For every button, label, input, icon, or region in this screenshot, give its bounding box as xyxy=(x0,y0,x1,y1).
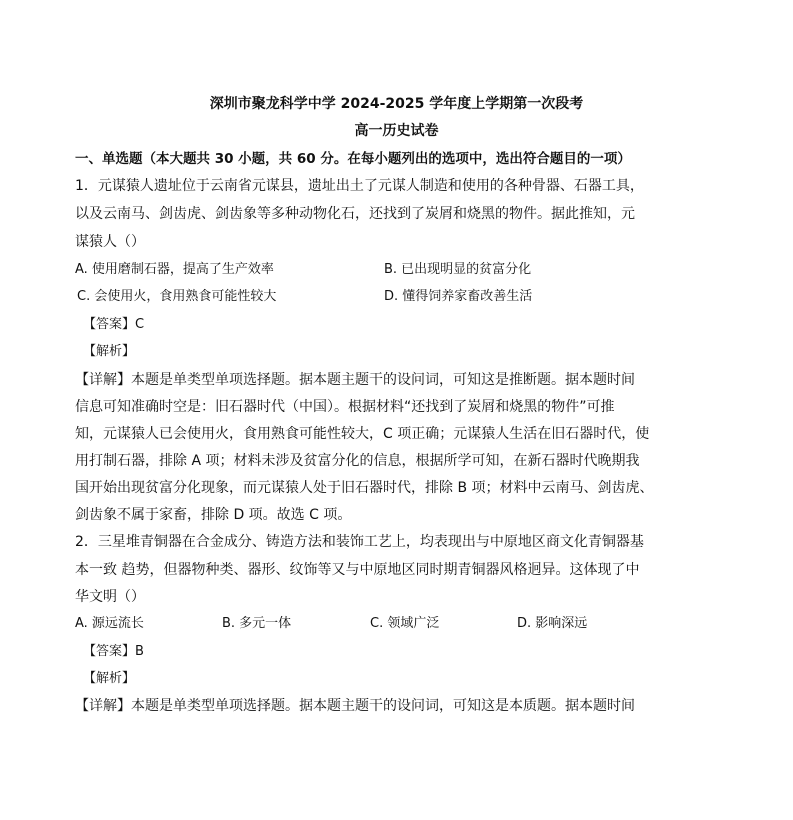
question-2-option-c: C. 领域广泛 xyxy=(370,616,440,631)
question-1-detail-line-2: 信息可知准确时空是：旧石器时代（中国）。根据材料“还找到了炭屑和烧黑的物件”可推 xyxy=(75,399,615,415)
question-2-option-b: B. 多元一体 xyxy=(222,616,292,631)
question-1-option-b: B. 已出现明显的贫富分化 xyxy=(384,262,532,277)
question-2-answer: 【答案】B xyxy=(83,644,144,659)
question-1-answer: 【答案】C xyxy=(83,317,145,332)
question-1-analysis-label: 【解析】 xyxy=(83,344,136,359)
question-1-detail-line-6: 剑齿象不属于家畜，排除 D 项。故选 C 项。 xyxy=(75,507,352,523)
question-1-stem-line-2: 以及云南马、剑齿虎、剑齿象等多种动物化石，还找到了炭屑和烧黑的物件。据此推知，元 xyxy=(75,206,635,222)
question-1-option-a: A. 使用磨制石器，提高了生产效率 xyxy=(75,262,274,277)
question-1-detail-line-3: 知，元谋猿人已会使用火，食用熟食可能性较大，C 项正确；元谋猿人生活在旧石器时代，使 xyxy=(75,426,650,442)
question-2-stem-line-2: 本一致 趋势，但器物种类、器形、纹饰等又与中原地区同时期青铜器风格迥异。这体现了中 xyxy=(75,562,640,578)
question-1-option-d: D. 懂得饲养家畜改善生活 xyxy=(384,289,533,304)
question-1-stem-line-3: 谋猿人（） xyxy=(75,234,145,250)
question-2-option-d: D. 影响深远 xyxy=(517,616,588,631)
question-2-stem-line-3: 华文明（） xyxy=(75,589,145,605)
question-1-option-c: C. 会使用火，食用熟食可能性较大 xyxy=(77,289,277,304)
question-1-detail-line-5: 国开始出现贫富分化现象，而元谋猿人处于旧石器时代，排除 B 项；材料中云南马、剑齿虎、 xyxy=(75,480,654,496)
question-1-detail-line-4: 用打制石器，排除 A 项；材料未涉及贫富分化的信息，根据所学可知，在新石器时代晚期我 xyxy=(75,453,640,469)
question-1-detail-line-1: 【详解】本题是单类型单项选择题。据本题主题干的设问词，可知这是推断题。据本题时间 xyxy=(75,372,635,388)
question-2-analysis-label: 【解析】 xyxy=(83,671,136,686)
question-2-stem-line-1: 2．三星堆青铜器在合金成分、铸造方法和装饰工艺上，均表现出与中原地区商文化青铜器基 xyxy=(75,534,644,550)
exam-subtitle: 高一历史试卷 xyxy=(354,123,439,139)
question-1-stem-line-1: 1．元谋猿人遗址位于云南省元谋县，遗址出土了元谋人制造和使用的各种骨器、石器工具， xyxy=(75,178,644,194)
question-2-option-a: A. 源远流长 xyxy=(75,616,144,631)
question-2-detail-line-1: 【详解】本题是单类型单项选择题。据本题主题干的设问词，可知这是本质题。据本题时间 xyxy=(75,698,635,714)
section-heading: 一、单选题（本大题共 30 小题，共 60 分。在每小题列出的选项中，选出符合题目的一项） xyxy=(75,151,631,167)
exam-title: 深圳市聚龙科学中学 2024-2025 学年度上学期第一次段考 xyxy=(209,96,584,112)
